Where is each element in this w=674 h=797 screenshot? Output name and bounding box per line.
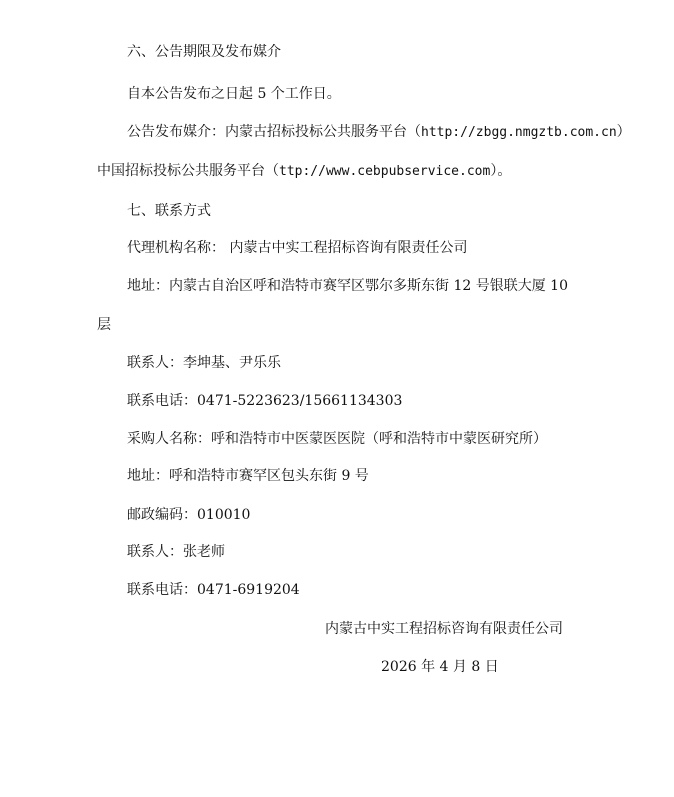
purchaser-contact: 联系人：张老师 — [127, 544, 225, 560]
agency-phone: 联系电话：0471-5223623/15661134303 — [127, 393, 403, 409]
section-7-heading: 七、联系方式 — [127, 203, 211, 219]
postal-code: 邮政编码：010010 — [127, 507, 251, 523]
media-prefix-1: 公告发布媒介：内蒙古招标投标公共服务平台（ — [127, 124, 421, 140]
media-suffix-1: ） — [616, 124, 631, 140]
announcement-media-line-2 — [97, 161, 511, 182]
announcement-media-line-1 — [127, 122, 631, 143]
agency-name: 代理机构名称： 内蒙古中实工程招标咨询有限责任公司 — [127, 240, 468, 256]
purchaser-name: 采购人名称：呼和浩特市中医蒙医医院（呼和浩特市中蒙医研究所） — [127, 431, 547, 447]
media-url-1: http://zbgg.nmgztb.com.cn — [421, 125, 617, 140]
signature-date: 2026 年 4 月 8 日 — [381, 659, 499, 675]
media-prefix-2: 中国招标投标公共服务平台（ — [97, 163, 279, 179]
signature-company: 内蒙古中实工程招标咨询有限责任公司 — [325, 621, 563, 637]
agency-address-line-2: 层 — [97, 317, 111, 333]
announcement-period: 自本公告发布之日起 5 个工作日。 — [127, 86, 341, 102]
media-suffix-2: ）。 — [490, 163, 512, 179]
agency-address-line-1: 地址：内蒙古自治区呼和浩特市赛罕区鄂尔多斯东街 12 号银联大厦 10 — [127, 278, 568, 294]
purchaser-phone: 联系电话：0471-6919204 — [127, 582, 300, 598]
section-6-heading: 六、公告期限及发布媒介 — [127, 44, 281, 60]
purchaser-address: 地址：呼和浩特市赛罕区包头东街 9 号 — [127, 468, 369, 484]
media-url-2: ttp://www.cebpubservice.com — [279, 164, 491, 179]
agency-contact: 联系人：李坤基、尹乐乐 — [127, 355, 281, 371]
